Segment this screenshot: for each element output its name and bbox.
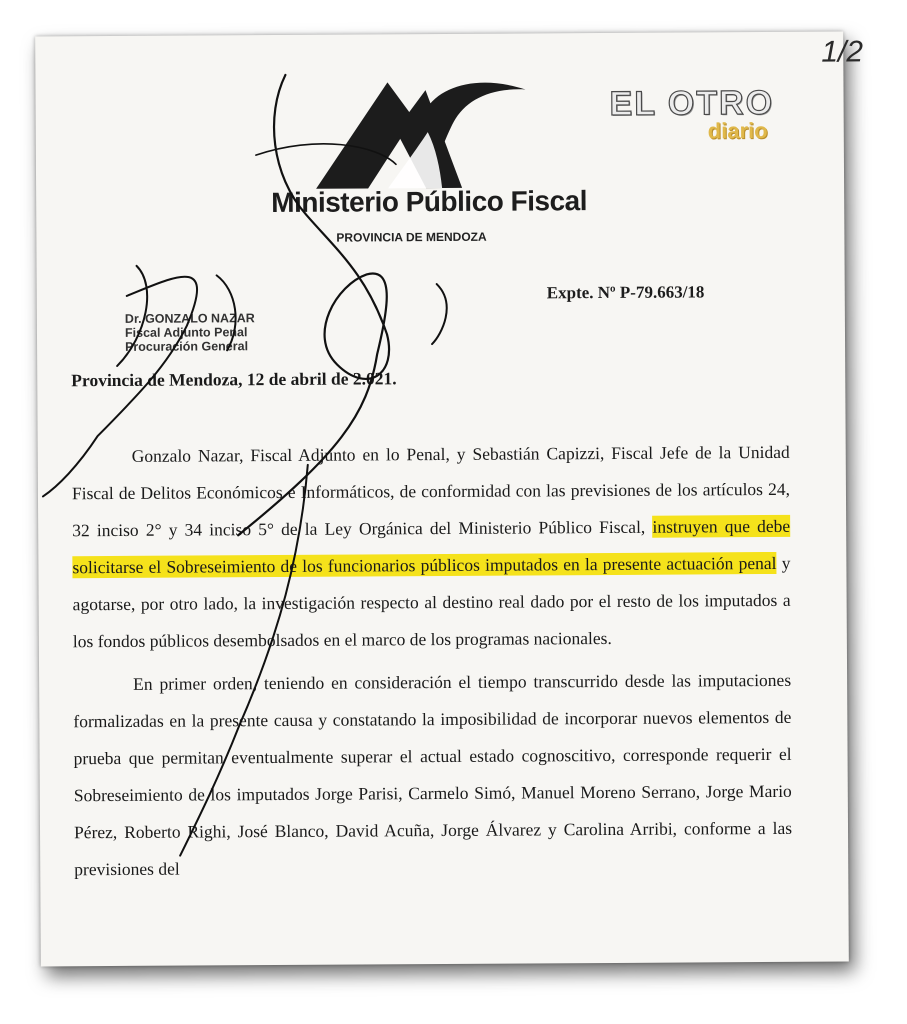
signer-stamp <box>125 311 255 354</box>
highlighted-text: instruyen que debe solicitarse el Sobreseimiento de los funcionarios públicos imputados en la presente actuación penal <box>72 515 791 578</box>
document-body <box>72 434 793 894</box>
case-number: Expte. Nº P-79.663/18 <box>546 282 705 303</box>
place-and-date: Provincia de Mendoza, 12 de abril de 2.021. <box>71 368 397 391</box>
paragraph-2: En primer orden, teniendo en consideración el tiempo transcurrido desde las imputaciones formalizadas en la presente causa y constatando la imposibilidad de incorporar nuevos elementos de prueba que permitan eventualmente superar el actual estado cognoscitivo, corresponde requerir el Sobreseimiento de los imputados Jorge Parisi, Carmelo Simó, Manuel Moreno Serrano, Jorge Mario Pérez, Roberto Righi, José Blanco, David Acuña, Jorge Álvarez y Carolina Arribi, conforme a las previsiones del <box>73 669 793 880</box>
watermark-subtitle: diario <box>707 118 768 144</box>
paragraph-1 <box>72 434 791 660</box>
document-page <box>35 32 864 967</box>
signer-name: Dr. GONZALO NAZAR <box>124 311 255 326</box>
paragraph-1-end: y agotarse, por otro lado, la investigación respecto al destino real dado por el resto de los imputados a los fondos públicos desembolsados en el marco de los programas nacionales. <box>72 552 791 652</box>
ministry-province: PROVINCIA DE MENDOZA <box>336 229 487 245</box>
watermark-title: EL OTRO <box>609 83 775 123</box>
paragraph-1-start: Gonzalo Nazar, Fiscal Adjunto en lo Penal, y Sebastián Capizzi, Fiscal Jefe de la Unidad Fiscal de Delitos Económicos e Informáticos, de conformidad con las previsiones de los artículos 24, 32 inciso 2° y 34 inciso 5° de la Ley Orgánica del Ministerio Público Fiscal, <box>71 441 791 541</box>
signer-office: Procuración General <box>125 339 249 354</box>
newspaper-watermark <box>609 84 810 185</box>
ministry-name: Ministerio Público Fiscal <box>271 185 588 219</box>
signer-role: Fiscal Adjunto Penal <box>124 325 248 340</box>
page-mark: 1/2 <box>821 35 864 69</box>
